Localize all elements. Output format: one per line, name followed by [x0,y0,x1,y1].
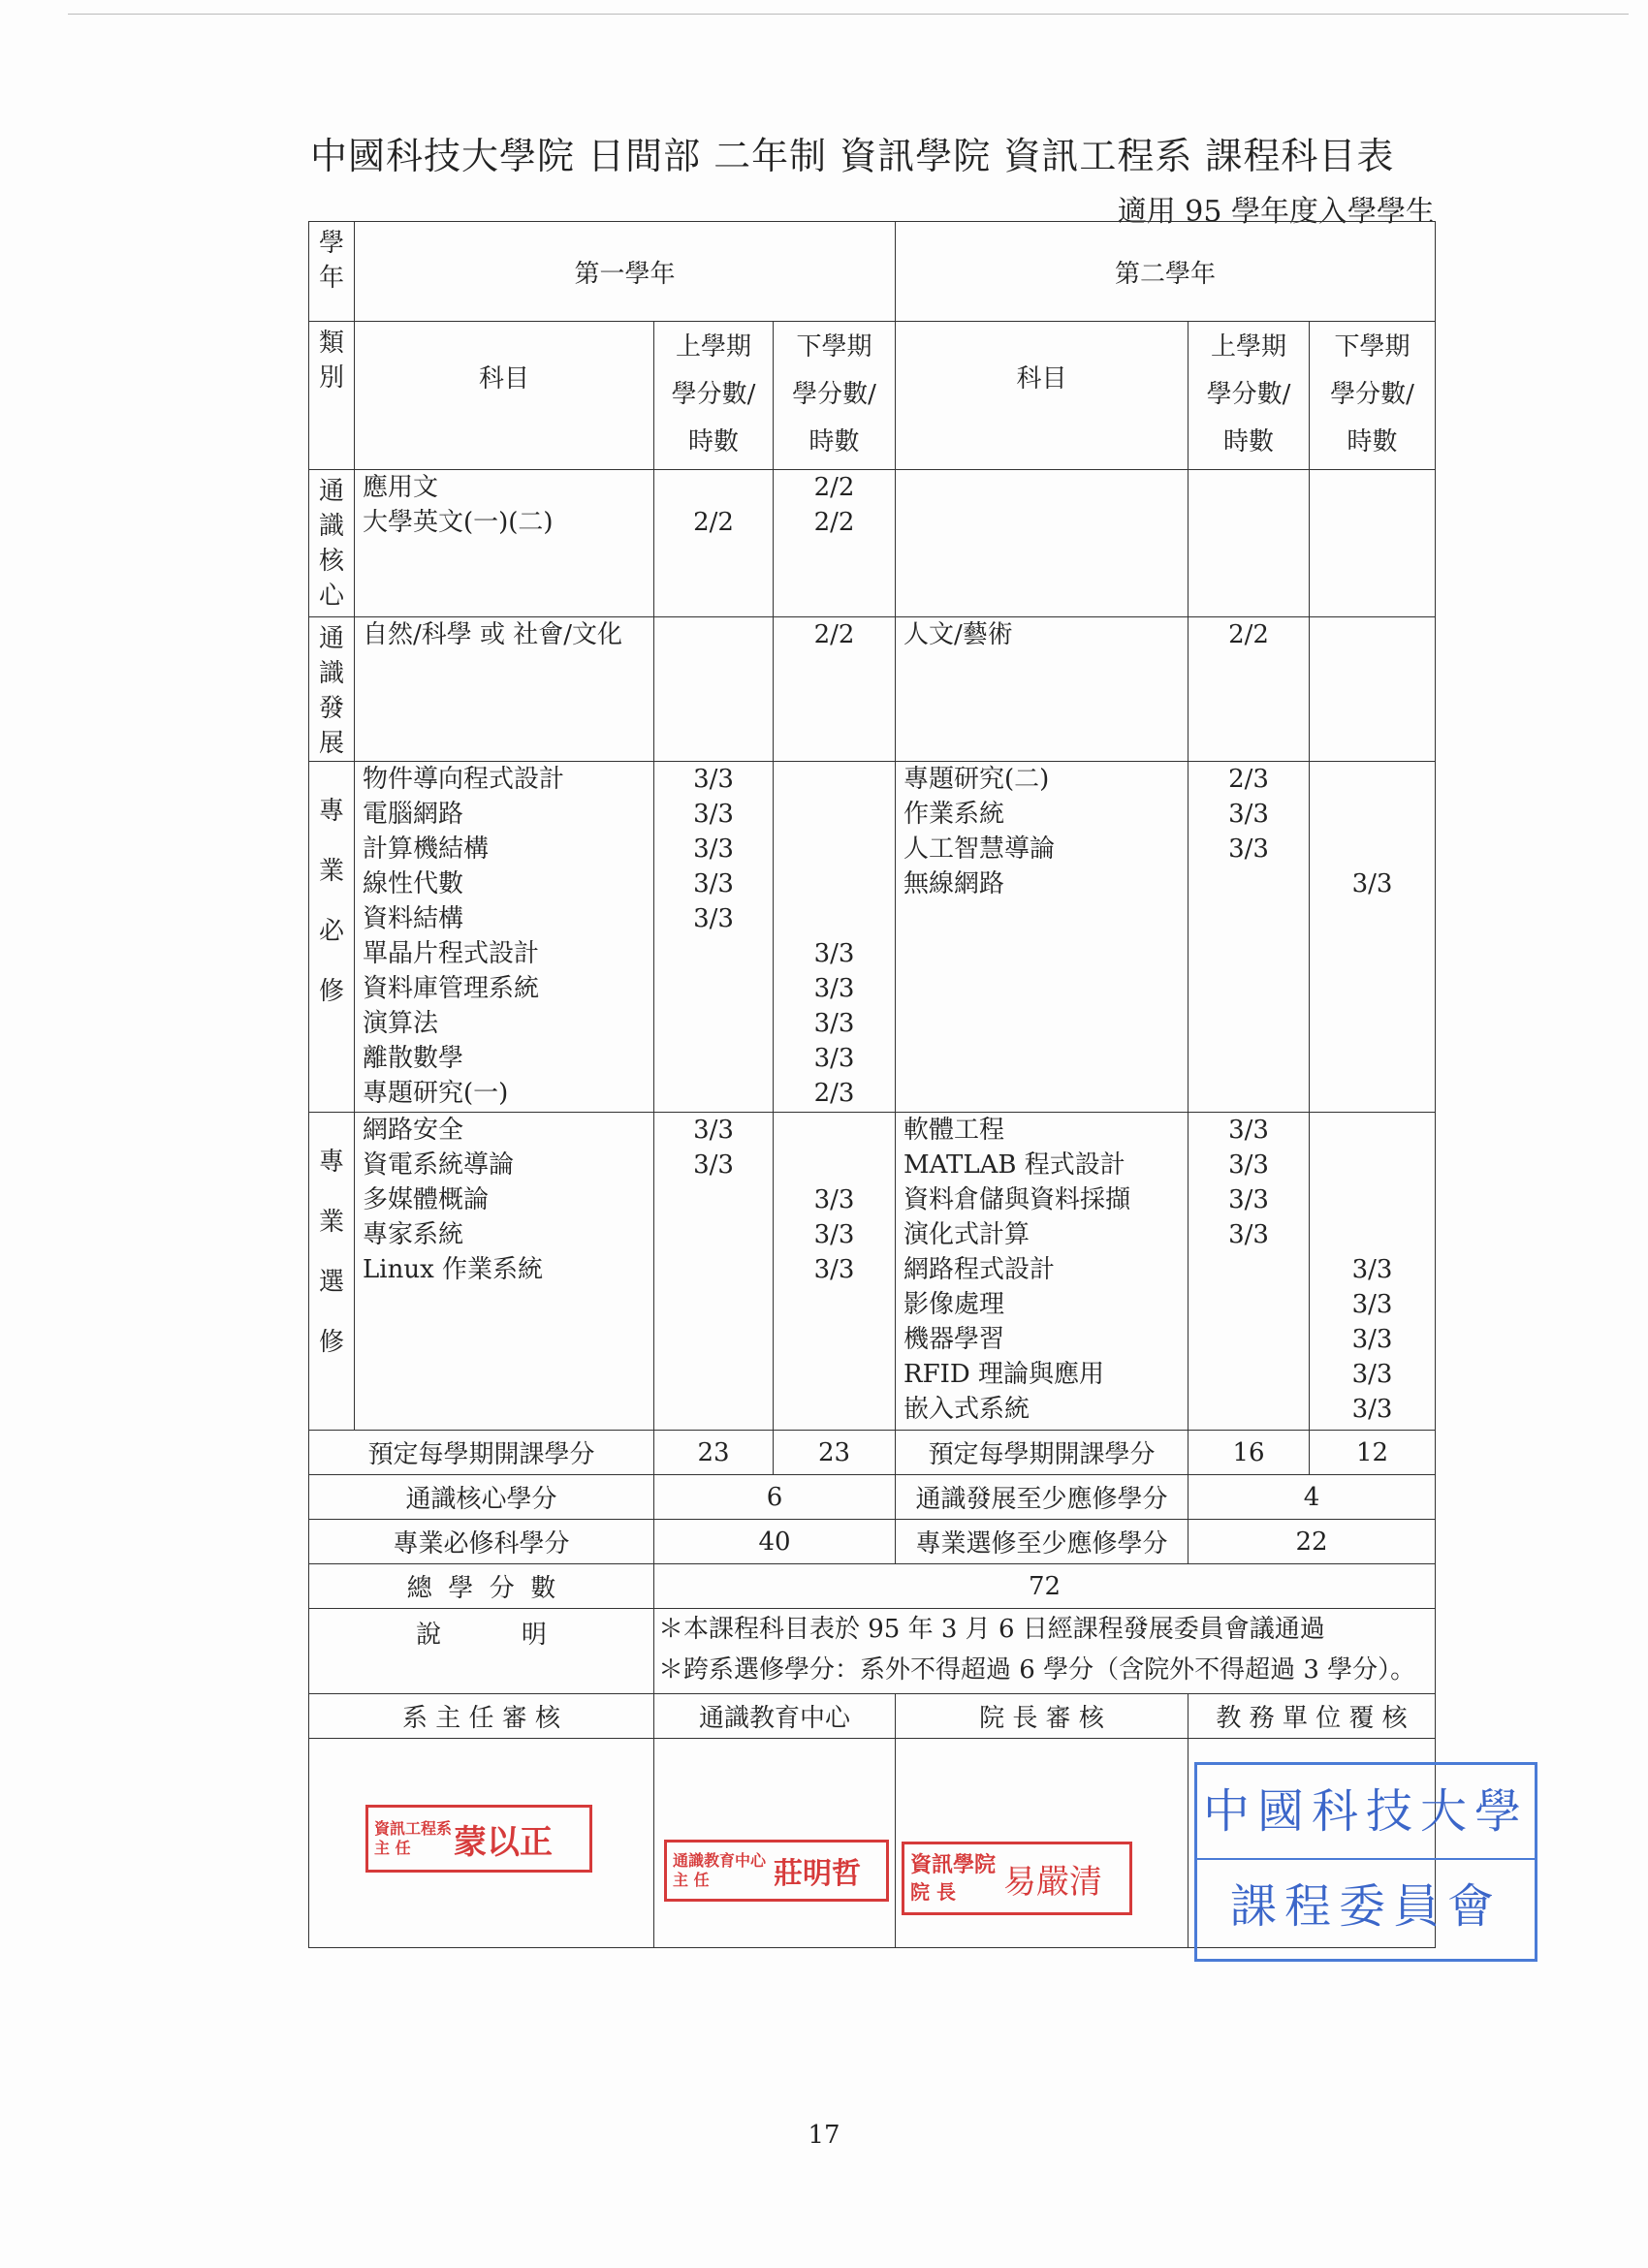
core-credits-label: 通識核心學分 [309,1475,654,1520]
y1-subjects: 應用文 大學英文(一)(二) [355,470,654,617]
note-line: ＊本課程科目表於 95 年 3 月 6 日經課程發展委員會議通過 [658,1615,1325,1644]
approval-header-row [309,1694,1436,1739]
seal-line-1: 中國科技大學 [1197,1765,1535,1860]
approval-gen-ed: 通識教育中心 [654,1694,896,1739]
elective-credits-value: 22 [1188,1520,1436,1564]
planned-credits-row [309,1431,1436,1475]
required-credits-label: 專業必修科學分 [309,1520,654,1564]
y1-sem1-credits [654,617,774,762]
dean-seal: 資訊學院 院 長 易嚴清 [902,1842,1132,1915]
section-name: 專 業 選 修 [309,1113,355,1431]
year-label: 學 年 [309,222,355,322]
y2-sem2-credits: 3/3 [1310,762,1436,1113]
column-header-row [309,322,1436,470]
y2-subjects: 專題研究(二) 作業系統 人工智慧導論 無線網路 [896,762,1188,1113]
y2-sem1-header: 上學期 學分數/ 時數 [1188,322,1310,470]
section-name: 通 識 發 展 [309,617,355,762]
year-header-row [309,222,1436,322]
top-rule [68,14,1629,15]
y1-sem1-credits: 3/3 3/3 [654,1113,774,1431]
planned-y2-sem1: 16 [1188,1431,1310,1475]
section-name: 專 業 必 修 [309,762,355,1113]
section-general-development [309,617,1436,762]
curriculum-table [308,221,1436,1948]
category-label: 類 別 [309,322,355,470]
y1-subjects: 物件導向程式設計 電腦網路 計算機結構 線性代數 資料結構 單晶片程式設計 資料庫管理系統 演算法 離散數學 專題研究(一) [355,762,654,1113]
y2-sem1-credits: 2/2 [1188,617,1310,762]
total-credits-row [309,1564,1436,1609]
elective-credits-label: 專業選修至少應修學分 [896,1520,1188,1564]
y2-sem2-header: 下學期 學分數/ 時數 [1310,322,1436,470]
y1-subject-header: 科目 [355,322,654,470]
y1-sem2-credits: 2/2 [774,617,896,762]
planned-y2-sem2: 12 [1310,1431,1436,1475]
approval-dean: 院 長 審 核 [896,1694,1188,1739]
y2-sem1-credits: 3/3 3/3 3/3 3/3 [1188,1113,1310,1431]
planned-label-y1: 預定每學期開課學分 [309,1431,654,1475]
y2-sem2-credits: 3/3 3/3 3/3 3/3 3/3 [1310,1113,1436,1431]
y2-subjects: 軟體工程 MATLAB 程式設計 資料倉儲與資料採擷 演化式計算 網路程式設計 影像處理 機器學習 RFID 理論與應用 嵌入式系統 [896,1113,1188,1431]
y1-sem2-credits: 3/3 3/3 3/3 [774,1113,896,1431]
y1-sem1-header: 上學期 學分數/ 時數 [654,322,774,470]
notes-label: 說 明 [309,1609,654,1694]
year1-header: 第一學年 [355,222,896,322]
total-credits-value: 72 [654,1564,1436,1609]
y2-sem1-credits: 2/3 3/3 3/3 [1188,762,1310,1113]
dept-head-seal: 資訊工程系 主 任 蒙以正 [365,1805,592,1873]
document-subtitle: 適用 95 學年度入學學生 [1117,195,1435,229]
academic-affairs-seal [1194,1762,1537,1962]
professional-credits-row [309,1520,1436,1564]
y1-sem2-header: 下學期 學分數/ 時數 [774,322,896,470]
y2-sem2-credits [1310,617,1436,762]
year2-header: 第二學年 [896,222,1436,322]
y2-sem2-credits [1310,470,1436,617]
gen-ed-seal: 通識教育中心 主 任 莊明哲 [664,1840,889,1902]
section-name: 通 識 核 心 [309,470,355,617]
y1-subjects: 自然/科學 或 社會/文化 [355,617,654,762]
y2-subjects: 人文/藝術 [896,617,1188,762]
section-professional-elective [309,1113,1436,1431]
dev-credits-value: 4 [1188,1475,1436,1520]
core-credits-value: 6 [654,1475,896,1520]
document-title: 中國科技大學院 日間部 二年制 資訊學院 資訊工程系 課程科目表 [310,135,1395,177]
section-professional-required [309,762,1436,1113]
approval-dept-head: 系 主 任 審 核 [309,1694,654,1739]
dev-credits-label: 通識發展至少應修學分 [896,1475,1188,1520]
y2-sem1-credits [1188,470,1310,617]
seal-line-2: 課程委員會 [1229,1879,1502,1934]
general-credits-row [309,1475,1436,1520]
planned-y1-sem2: 23 [774,1431,896,1475]
y1-sem2-credits: 3/3 3/3 3/3 3/3 2/3 [774,762,896,1113]
total-credits-label: 總 學 分 數 [309,1564,654,1609]
y1-subjects: 網路安全 資電系統導論 多媒體概論 專家系統 Linux 作業系統 [355,1113,654,1431]
approval-academic: 教 務 單 位 覆 核 [1188,1694,1436,1739]
planned-y1-sem1: 23 [654,1431,774,1475]
note-line: ＊跨系選修學分：系外不得超過 6 學分（含院外不得超過 3 學分）。 [658,1655,1416,1685]
section-general-core [309,470,1436,617]
notes-content [654,1609,1436,1694]
y1-sem1-credits: 2/2 [654,470,774,617]
required-credits-value: 40 [654,1520,896,1564]
page-number: 17 [808,2121,840,2150]
notes-row [309,1609,1436,1694]
planned-label-y2: 預定每學期開課學分 [896,1431,1188,1475]
y2-subjects [896,470,1188,617]
y1-sem1-credits: 3/3 3/3 3/3 3/3 3/3 [654,762,774,1113]
y2-subject-header: 科目 [896,322,1188,470]
y1-sem2-credits: 2/2 2/2 [774,470,896,617]
